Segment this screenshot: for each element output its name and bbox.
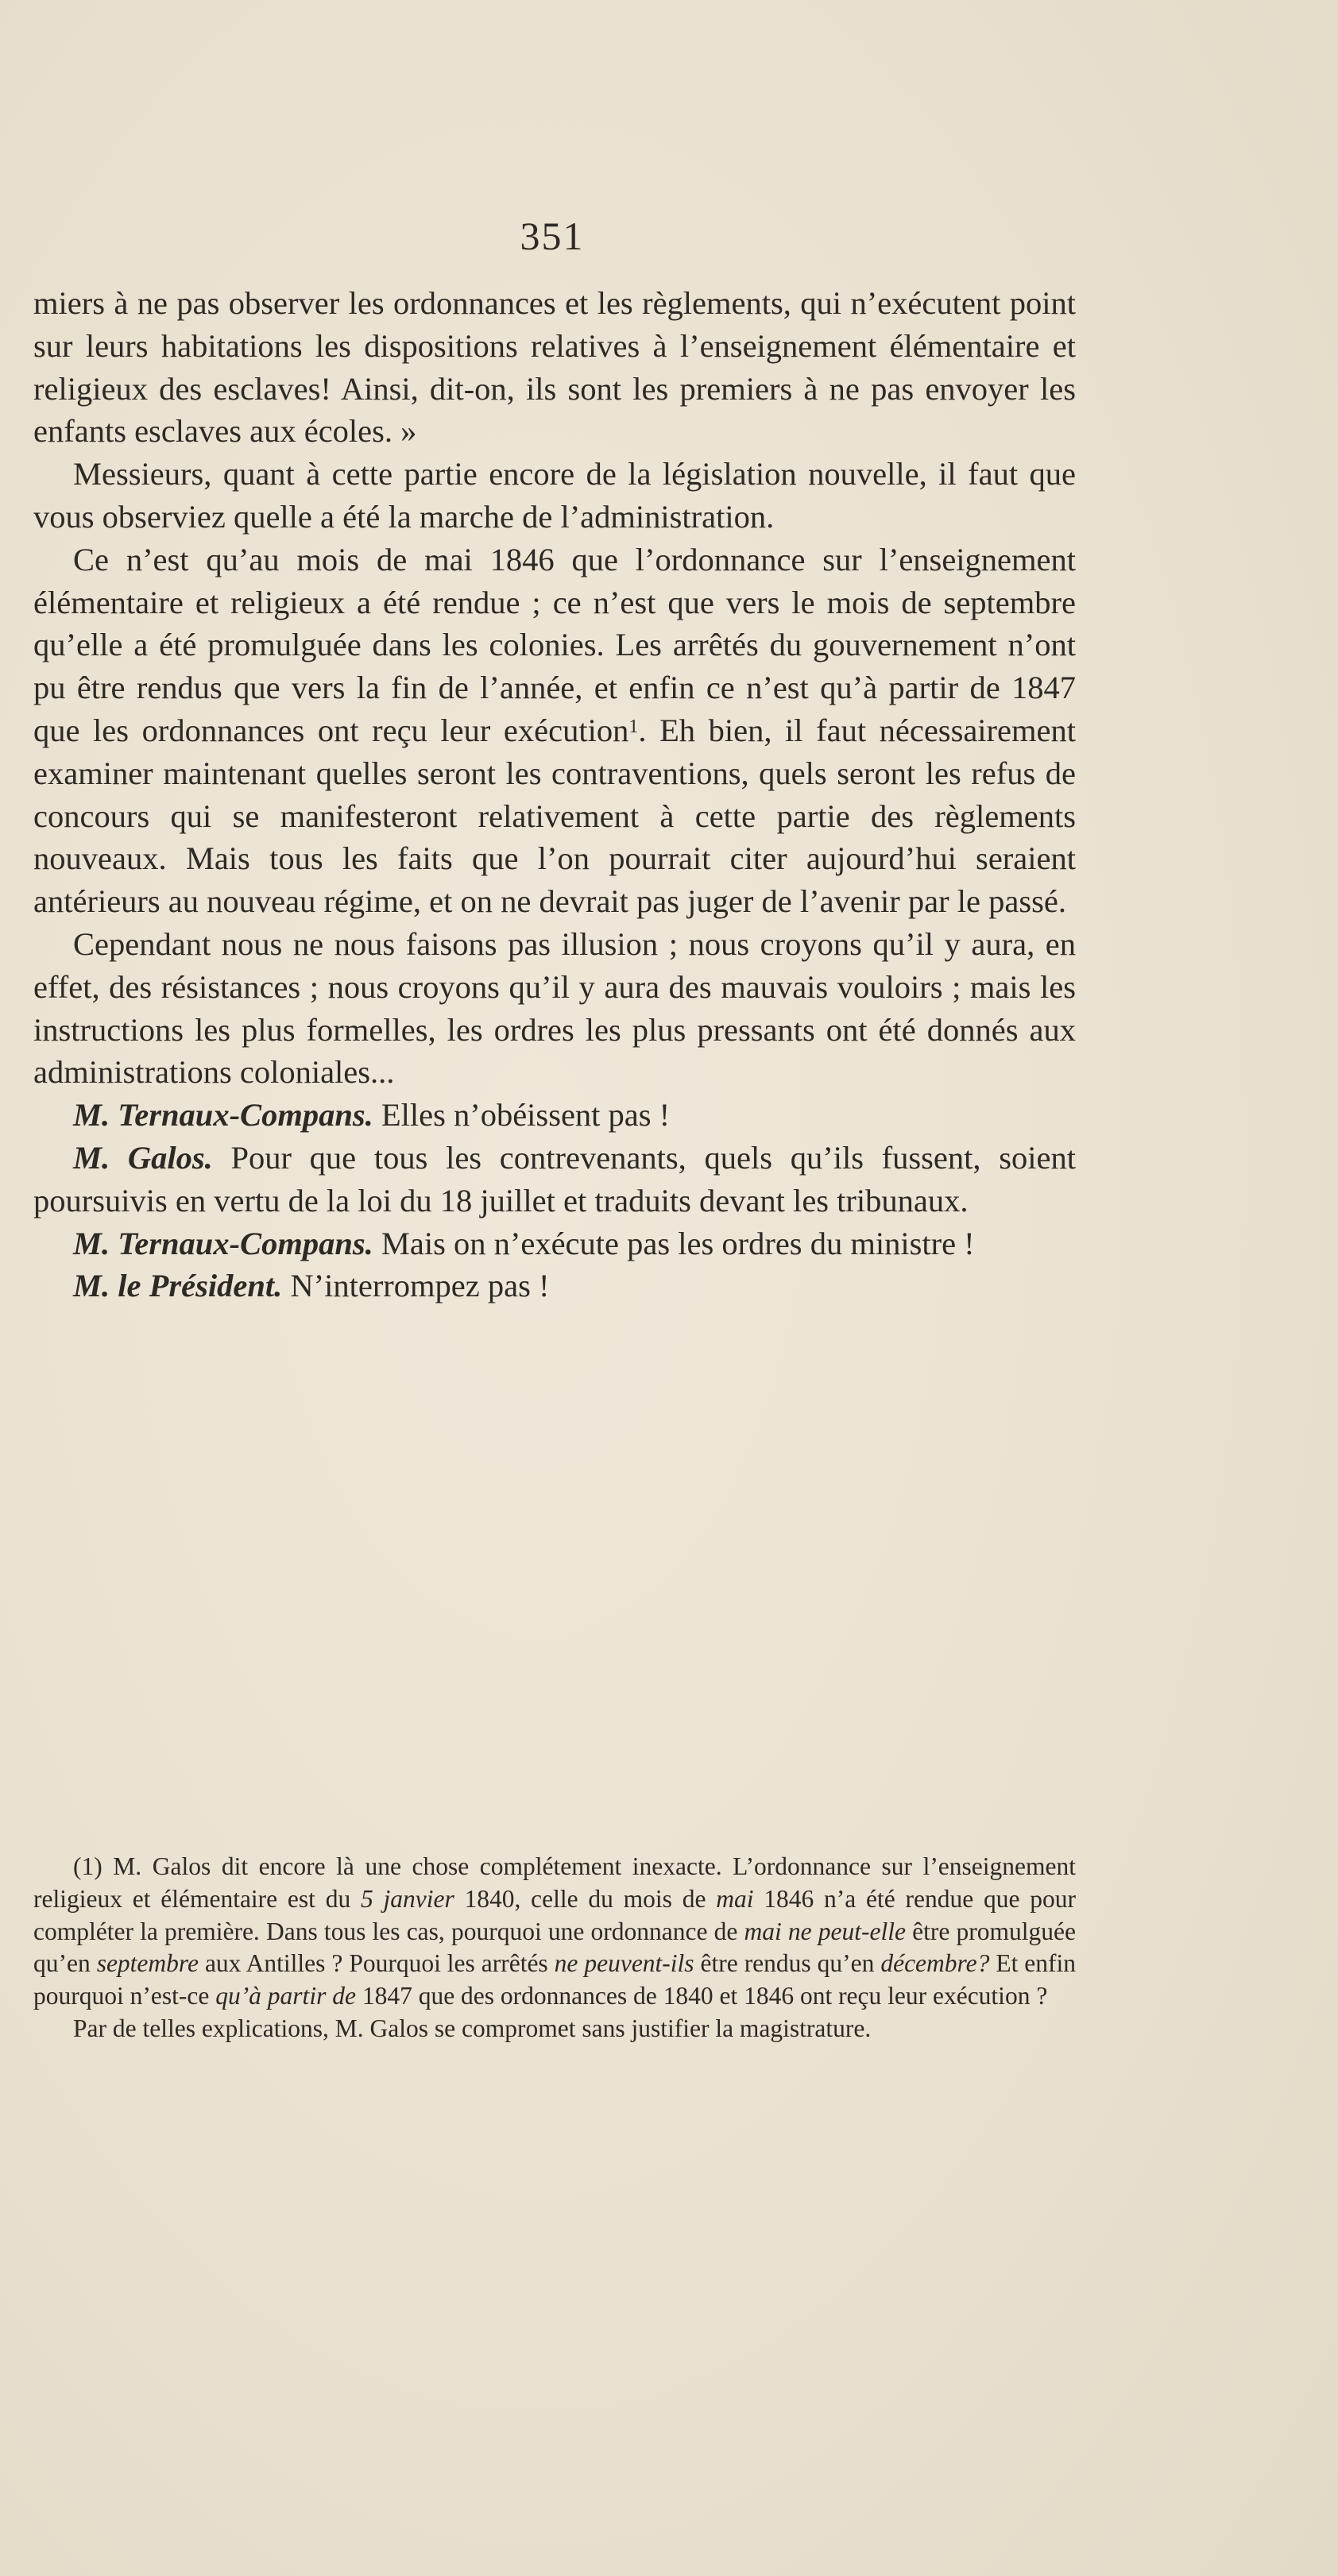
interjection-president (33, 1265, 1076, 1307)
paragraph-legislation: Messieurs, quant à cette partie encore de la législation nouvelle, il faut que vous observiez quelle a été la marche de l’administration. (33, 456, 1076, 535)
interjection-ternaux-2 (33, 1222, 1076, 1265)
speech-text: N’interrompez pas ! (282, 1268, 550, 1304)
speaker-name: M. Ternaux-Compans. (73, 1225, 373, 1261)
footnote-italic: 5 janvier (360, 1884, 454, 1913)
footnote-text: aux Antilles ? Pourquoi les arrêtés (198, 1949, 555, 1978)
speech-text: Elles n’obéissent pas ! (373, 1097, 671, 1134)
footnote-text: 1846 n’a été rendue que pour compléter la première. Dans tous les cas, pourquoi une ordonnance de (33, 1884, 1076, 1945)
footnote-text: être promulguée qu’en (33, 1917, 1076, 1978)
footnote-1-conclusion: Par de telles explications, M. Galos se compromet sans justifier la magistrature. (73, 2014, 872, 2042)
footnote-italic: décembre? (880, 1949, 990, 1978)
footnote-marker: (1) (73, 1852, 102, 1880)
interjection-ternaux-1 (33, 1094, 1076, 1137)
footnote-text: Et enfin pourquoi n’est-ce (33, 1949, 1077, 2010)
paragraph-ordonnance-end: . Eh bien, il faut nécessairement examiner maintenant quelles seront les contraventions, quels seront les refus de concours qui se manifesteront relativement à cette partie des règlements nouveaux. Mais tous les faits que l’on pourrait citer aujourd’hui seraient antérieurs au nouveau régime, et on ne devrait pas juger de l’avenir par le passé. (33, 712, 1077, 920)
reply-galos (33, 1137, 1076, 1222)
footnote-text: être rendus qu’en (694, 1949, 881, 1978)
paragraph-illusion: Cependant nous ne nous faisons pas illusion ; nous croyons qu’il y aura, en effet, des résistances ; nous croyons qu’il y aura des mauvais vouloirs ; mais les instructions les plus formelles, les ordres les plus pressants ont été donnés aux administrations coloniales... (33, 925, 1076, 1091)
speech-text: Pour que tous les contrevenants, quels qu’ils fussent, soient poursuivis en vertu de la loi du 18 juillet et traduits devant les tribunaux. (33, 1139, 1076, 1218)
speech-text: Mais on n’exécute pas les ordres du ministre ! (373, 1225, 975, 1261)
speaker-name: M. Galos. (73, 1139, 213, 1176)
footnote-italic: mai (716, 1884, 754, 1913)
page-number: 351 (520, 214, 585, 258)
main-text (33, 282, 1076, 1307)
speaker-name: M. le Président. (73, 1268, 283, 1304)
footnote-italic: qu’à partir de (215, 1982, 356, 2010)
footnote-reference: 1 (628, 716, 639, 737)
paragraph-continuation: miers à ne pas observer les ordonnances et les règlements, qui n’exécutent point sur leurs habitations les dispositions relatives à l’enseignement élémentaire et religieux des esclaves! Ainsi, dit-on, ils sont les premiers à ne pas envoyer les enfants esclaves aux écoles. » (33, 285, 1076, 450)
footnote-text: 1847 que des ordonnances de 1840 et 1846 ont reçu leur exécution ? (355, 1982, 1048, 2010)
paragraph-ordonnance-start: Ce n’est qu’au mois de mai 1846 que l’ordonnance sur l’enseignement élémentaire et religieux a été rendue ; ce n’est que vers le mois de septembre qu’elle a été promulguée dans les colonies. Les arrêtés du gouvernement n’ont pu être rendus que vers la fin de l’année, et enfin ce n’est qu’à partir de 1847 que les ordonnances ont reçu leur exécution (33, 541, 1076, 748)
footnote-italic: mai ne peut-elle (744, 1917, 906, 1945)
footnote-text: 1840, celle du mois de (454, 1884, 717, 1913)
footnotes (33, 1851, 1076, 2045)
footnote-text: M. Galos dit encore là une chose complétement inexacte. L’ordonnance sur l’enseignement religieux et élémentaire est du (33, 1852, 1076, 1913)
footnote-1 (33, 1851, 1076, 2013)
footnote-italic: septembre (96, 1949, 199, 1978)
speaker-name: M. Ternaux-Compans. (73, 1097, 373, 1134)
footnote-italic: ne peuvent-ils (554, 1949, 694, 1978)
paragraph-ordonnance (33, 539, 1076, 923)
